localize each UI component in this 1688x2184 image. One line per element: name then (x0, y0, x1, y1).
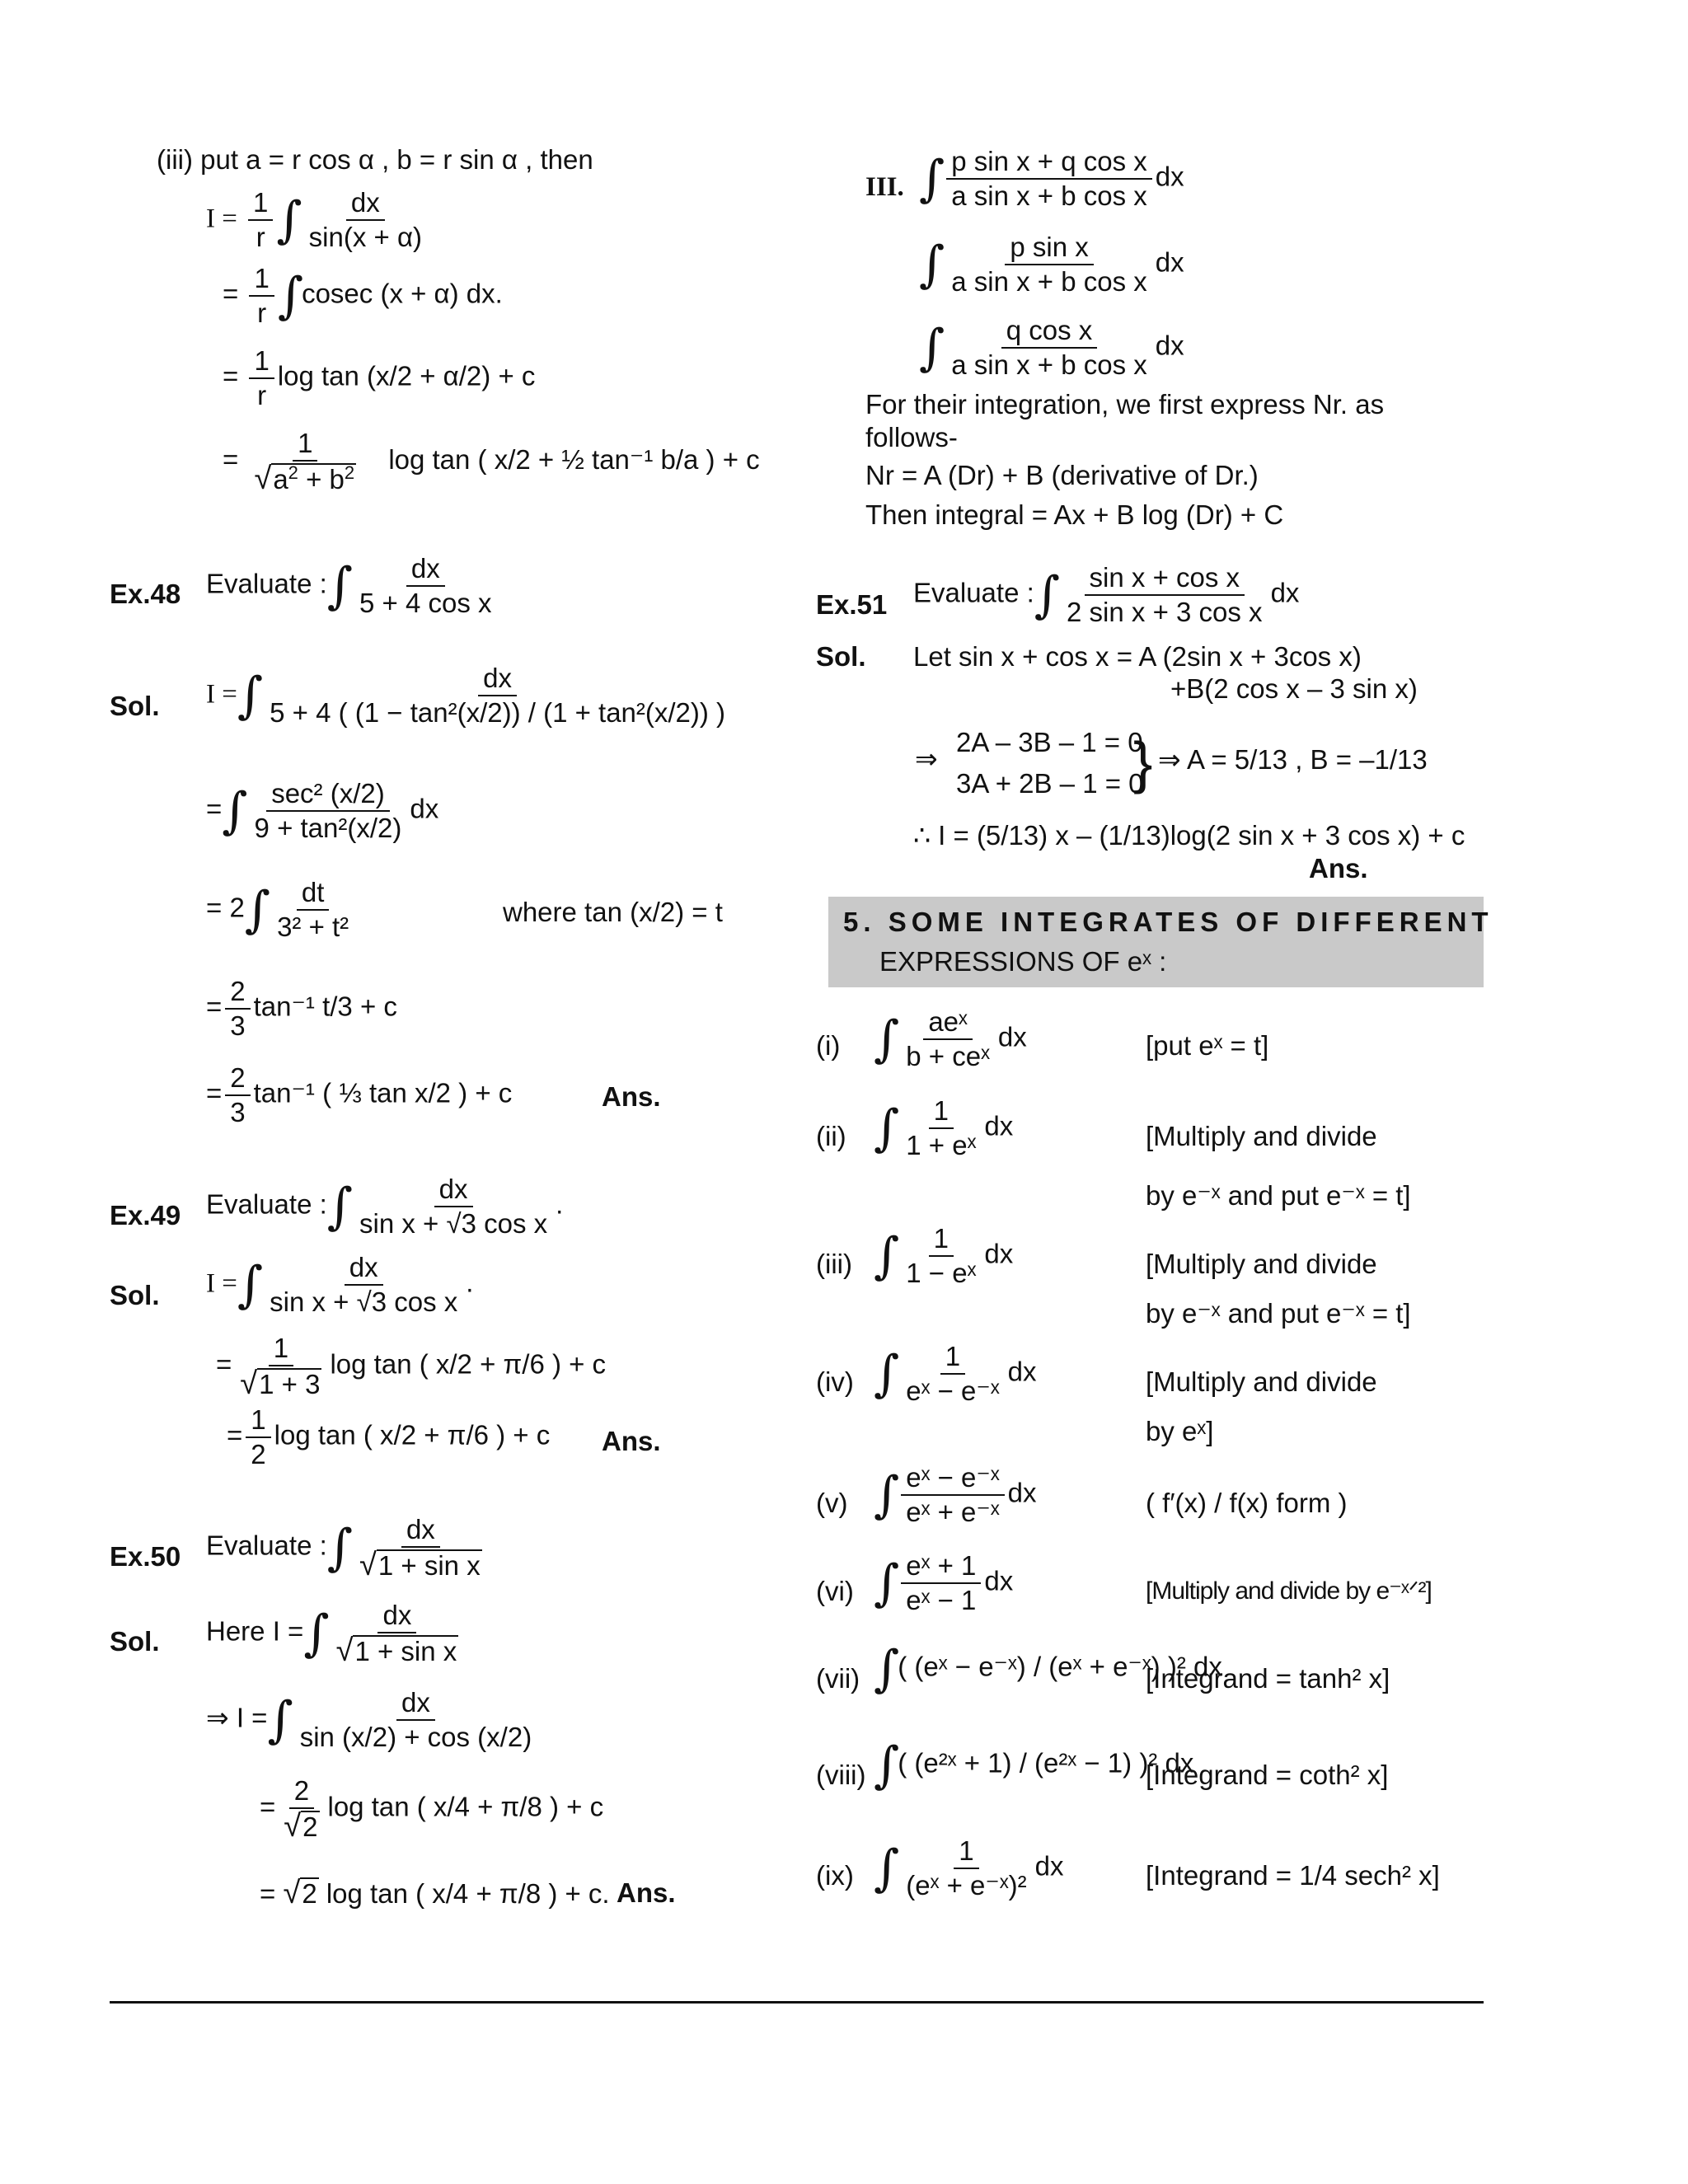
III-line1: ∫ $\frac{\text{p sin x + q cos x}}{\text{a sin x + b cos x}}$ dx (919, 146, 1184, 211)
item-ii-expr: ∫ $\frac{1}{\text{1 + eˣ}}$ dx (874, 1095, 1014, 1160)
para-4: Then integral = Ax + B log (Dr) + C (865, 499, 1284, 530)
iii-logtan: log tan (x/2 + α/2) + c (277, 360, 536, 391)
integral-sign: ∫ (276, 191, 302, 249)
sol48-line3: = 2∫ $\frac{dt}{\text{3² + t²}}$ (206, 877, 349, 942)
sol48-line5: = $\frac{2}{3}$ tan⁻¹ ( ⅓ tan x/2 ) + c (206, 1062, 513, 1127)
item-iii-note2: by e⁻ˣ and put e⁻ˣ = t] (1146, 1298, 1411, 1329)
ex49-label: Ex.49 (110, 1200, 181, 1230)
item-i-note: [put eˣ = t] (1146, 1030, 1269, 1061)
sol50-line2: ⇒ I =∫ $\frac{dx}{\sin (x/2) + \cos (x/2)}$ (206, 1687, 532, 1752)
iii-line3: = $\frac{1}{r}$ log tan (x/2 + α/2) + c (223, 345, 536, 410)
ans-50: Ans. (617, 1877, 676, 1908)
sol50-line3: = 2 √ 2 log tan ( x/4 + π/8 ) + c (260, 1775, 604, 1844)
sol49-line3: = $\frac{1}{2}$ log tan ( x/2 + π/6 ) + c (227, 1404, 551, 1469)
ex48-label: Ex.48 (110, 579, 181, 609)
item-viii-note: [Integrand = coth² x] (1146, 1760, 1389, 1790)
III-label: III. (865, 172, 904, 202)
section-title-2: EXPRESSIONS OF eˣ : (879, 946, 1167, 977)
item-iv-note2: by eˣ] (1146, 1416, 1214, 1446)
frac-1-over-r: $\frac{1}{r}$ (248, 188, 273, 252)
item-i-label: (i) (816, 1030, 841, 1061)
section-header (828, 897, 1493, 987)
ans-48: Ans. (602, 1081, 661, 1112)
item-v-label: (v) (816, 1488, 848, 1518)
sol50-label: Sol. (110, 1626, 160, 1657)
item-i-expr: ∫ aeˣ b + ceˣ dx (874, 1006, 1027, 1071)
item-iv-label: (iv) (816, 1366, 854, 1397)
sol51-brace: } (1133, 730, 1153, 794)
section-title: 5. SOME INTEGRATES OF DIFFERENT (843, 907, 1493, 937)
item-iii-expr: ∫ $\frac{1}{\text{1 − eˣ}}$ dx (874, 1223, 1014, 1288)
iii-result: log tan ( x/2 + ½ tan⁻¹ b/a ) + c (388, 443, 760, 475)
sol51-eq1: 2A – 3B – 1 = 0 (956, 727, 1143, 757)
iii-line1 (206, 188, 430, 252)
item-iv-note: [Multiply and divide (1146, 1366, 1377, 1397)
item-ix-note: [Integrand = 1/4 sech² x] (1146, 1860, 1440, 1891)
para-3: Nr = A (Dr) + B (derivative of Dr.) (865, 460, 1259, 490)
sol51-line2: +B(2 cos x – 3 sin x) (1170, 673, 1418, 704)
sol48-where: where tan (x/2) = t (503, 897, 723, 927)
item-vii-expr: ∫( (eˣ − e⁻ˣ) / (eˣ + e⁻ˣ) )² dx (874, 1640, 1222, 1698)
ans-51: Ans. (1309, 853, 1368, 883)
item-vii-label: (vii) (816, 1663, 860, 1694)
iii-I: I = (206, 204, 237, 234)
item-vi-expr: ∫ $\frac{\text{eˣ + 1}}{\text{eˣ − 1}}$ dx (874, 1550, 1014, 1615)
item-viii-expr: ∫( (e²ˣ + 1) / (e²ˣ − 1) )² dx (874, 1736, 1194, 1794)
ans-49: Ans. (602, 1426, 661, 1456)
sol48-line1: I =∫ $\frac{dx}{\text{5 + 4 ( (1 − tan²(x/2)) / (1 + tan²(x/2)) )}}$ (206, 663, 726, 728)
sol51-final: ∴ I = (5/13) x – (1/13)log(2 sin x + 3 cos x) + c (913, 820, 1465, 851)
iii-intro: (iii) put a = r cos α , b = r sin α , then (157, 144, 593, 175)
ex49-question: Evaluate :∫ $\frac{dx}{\text{sin x + √3 cos x}}$ . (206, 1174, 564, 1239)
sol48-line2: =∫ sec² (x/2) 9 + tan²(x/2) dx (206, 778, 439, 843)
sol51-result: ⇒ A = 5/13 , B = –1/13 (1158, 744, 1428, 775)
sol51-label: Sol. (816, 641, 866, 672)
sol49-label: Sol. (110, 1280, 160, 1310)
item-viii-label: (viii) (816, 1760, 866, 1790)
sol48-line4: = $\frac{2}{3}$ tan⁻¹ t/3 + c (206, 976, 397, 1041)
para-2: follows- (865, 422, 958, 452)
item-vi-note: [Multiply and divide by e⁻ˣᐟ²] (1146, 1577, 1432, 1605)
sol51-implies: ⇒ (915, 743, 938, 774)
III-line3: ∫ $\frac{\text{q cos x}}{\text{a sin x + b cos x}}$ dx (919, 315, 1184, 380)
sol50-line4: = √ 2 log tan ( x/4 + π/8 ) + c. (260, 1876, 610, 1910)
sol51-line1: Let sin x + cos x = A (2sin x + 3cos x) (913, 641, 1362, 672)
sol50-line1: Here I =∫ dx √ 1 + sin x (206, 1600, 457, 1668)
item-ii-note: [Multiply and divide (1146, 1121, 1377, 1151)
iii-line4: = 1 √ $a^2 + b^2$ log tan ( x/2 + ½ tan⁻¹ b/a ) + c (223, 428, 760, 496)
item-ii-label: (ii) (816, 1121, 846, 1151)
item-iv-expr: ∫ $\frac{1}{\text{eˣ − e⁻ˣ}}$ dx (874, 1341, 1037, 1406)
item-ix-label: (ix) (816, 1860, 854, 1891)
iii-line2: = $\frac{1}{r}$ ∫cosec (x + α) dx. (223, 263, 503, 328)
item-vii-note: [Integrand = tanh² x] (1146, 1663, 1390, 1694)
ex50-label: Ex.50 (110, 1541, 181, 1572)
sol48-label: Sol. (110, 691, 160, 721)
ex51-label: Ex.51 (816, 589, 888, 620)
item-iii-note: [Multiply and divide (1146, 1249, 1377, 1279)
item-ii-note2: by e⁻ˣ and put e⁻ˣ = t] (1146, 1180, 1411, 1211)
item-ix-expr: ∫ $\frac{1}{\text{(eˣ + e⁻ˣ)²}}$ dx (874, 1835, 1064, 1900)
sol51-eq2: 3A + 2B – 1 = 0 (956, 768, 1144, 799)
frac-dx-sin: $\frac{dx}{\sin(x + \alpha)}$ (308, 187, 423, 252)
ex51-question: Evaluate :∫ $\frac{\text{sin x + cos x}}{\text{2 sin x + 3 cos x}}$ dx (913, 562, 1300, 627)
iii-cosec: cosec (x + α) dx. (302, 278, 503, 309)
ex50-question: Evaluate :∫ dx √ 1 + sin x (206, 1514, 481, 1582)
item-v-expr: ∫ $\frac{\text{eˣ − e⁻ˣ}}{\text{eˣ + e⁻ˣ}}$ dx (874, 1462, 1037, 1527)
item-vi-label: (vi) (816, 1576, 854, 1606)
sol49-line2: = 1 √ 1 + 3 log tan ( x/2 + π/6 ) + c (216, 1333, 607, 1401)
para-1: For their integration, we first express Nr. as (865, 389, 1385, 419)
III-line2: ∫ $\frac{\text{p sin x}}{\text{a sin x + b cos x}}$ dx (919, 232, 1184, 297)
ex48-question: Evaluate :∫ $\frac{dx}{\text{5 + 4 cos x}}$ (206, 553, 492, 618)
sol49-line1: I =∫ $\frac{dx}{\text{sin x + √3 cos x}}$ . (206, 1252, 474, 1317)
bottom-rule (110, 2001, 1484, 2004)
item-iii-label: (iii) (816, 1249, 852, 1279)
item-v-note: ( f′(x) / f(x) form ) (1146, 1488, 1348, 1518)
